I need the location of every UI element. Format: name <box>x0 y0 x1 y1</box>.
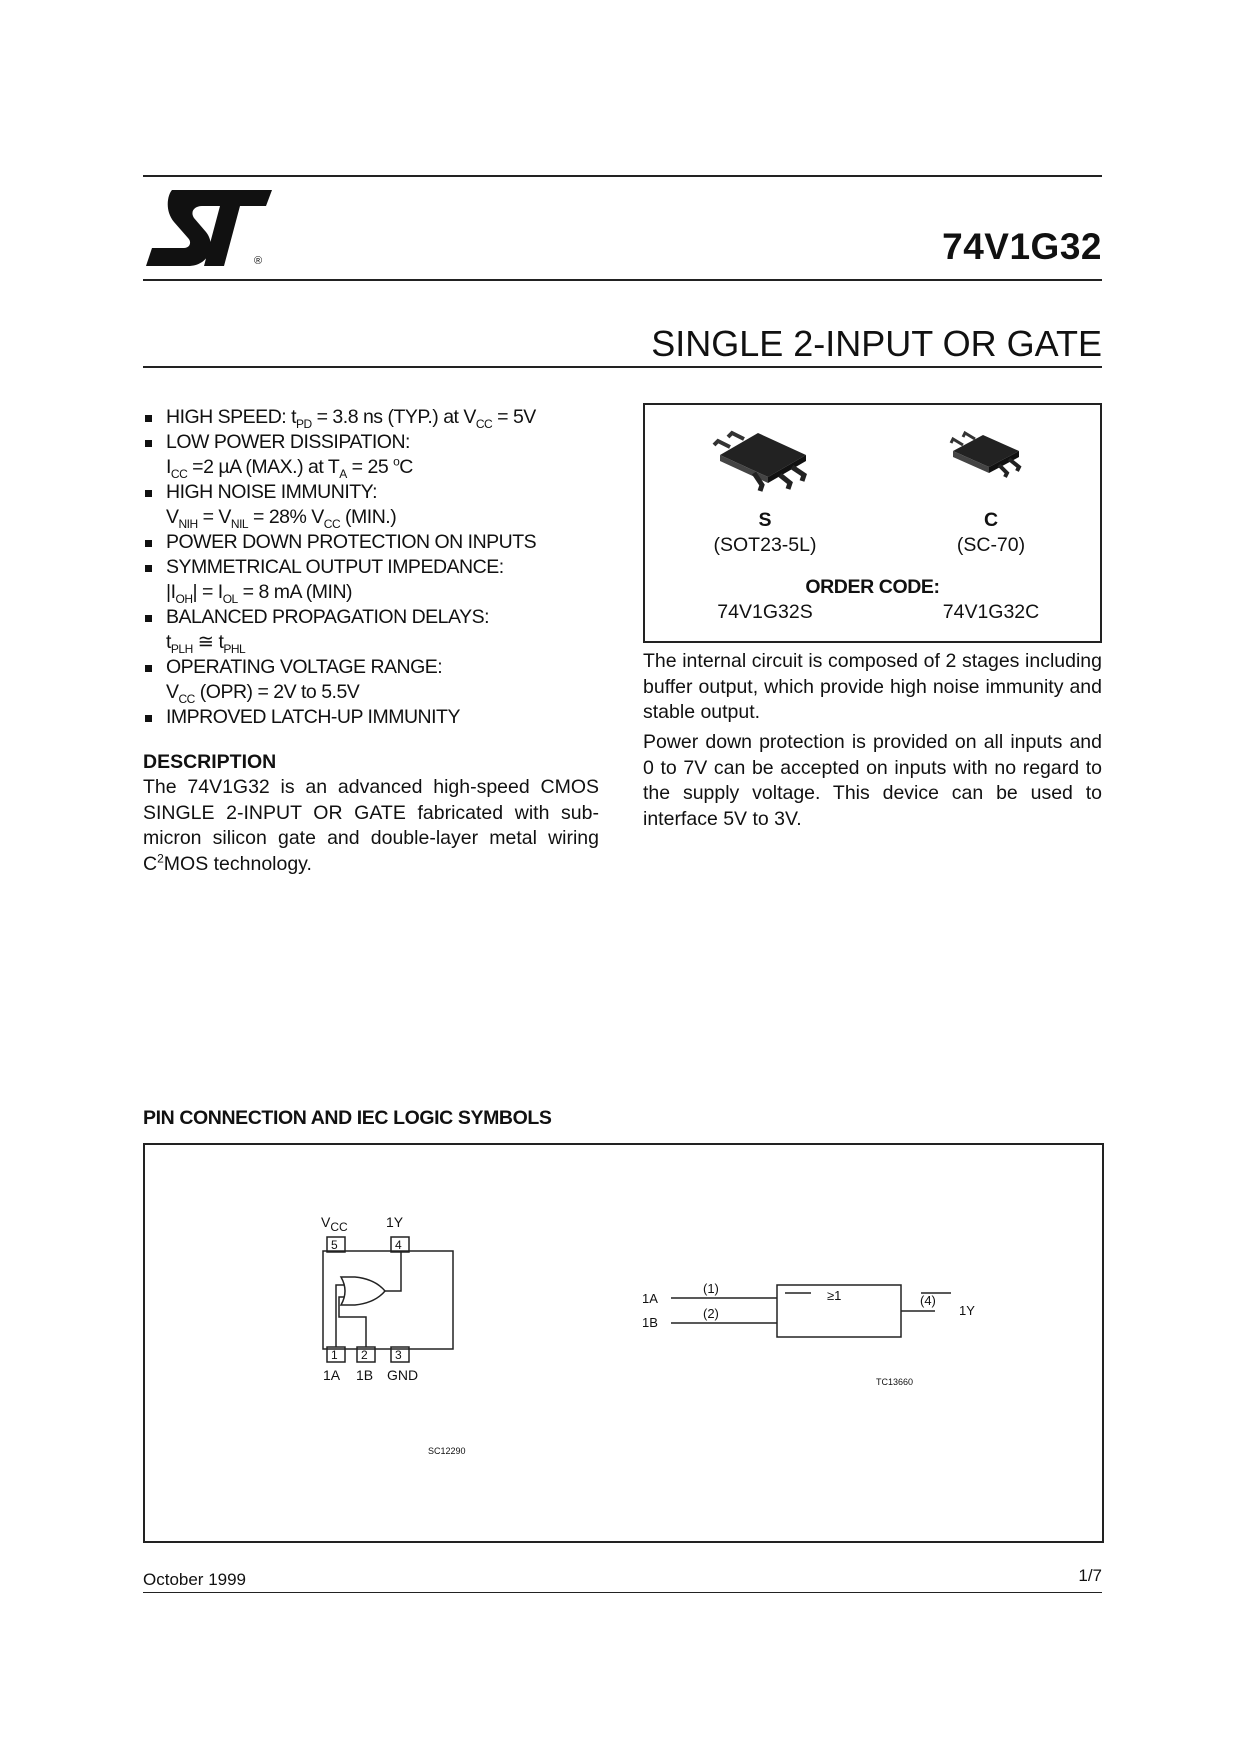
pin-diagram-box <box>143 1143 1104 1543</box>
bullet-icon <box>145 540 152 547</box>
vcc-label: $V_{CC}$ <box>321 1214 348 1234</box>
pin-5: 5 <box>331 1238 338 1252</box>
sc70-package-image <box>945 425 1035 485</box>
pin-gnd-label: GND <box>387 1367 419 1383</box>
bullet-icon <box>145 565 152 572</box>
pin-1: 1 <box>331 1348 338 1362</box>
iec-pin-1: (1) <box>703 1281 719 1296</box>
feature-item: HIGH NOISE IMMUNITY: $V_{NIH} = V_{NIL} = 28\%$ $V_{CC}$ (MIN.) <box>143 480 603 530</box>
package-s-name: (SOT23-5L) <box>713 534 817 556</box>
iec-input-1a: 1A <box>642 1291 658 1306</box>
output-1y-label: 1Y <box>386 1214 404 1230</box>
left-reference-code: SC12290 <box>428 1446 466 1456</box>
header-rule <box>143 279 1102 281</box>
pin-connection-diagram <box>145 1145 1102 1541</box>
feature-item: SYMMETRICAL OUTPUT IMPEDANCE: $|I_{OH}| = I_{OL} = 8$ mA (MIN) <box>143 555 603 605</box>
bullet-icon <box>145 615 152 622</box>
pin-section-heading: PIN CONNECTION AND IEC LOGIC SYMBOLS <box>143 1107 552 1129</box>
feature-item: OPERATING VOLTAGE RANGE: $V_{CC}$ (OPR) = 2V to 5.5V <box>143 655 603 705</box>
feature-item: LOW POWER DISSIPATION: $I_{CC} =2$ µA (MAX.) at $T_A = 25$ $^o$C <box>143 430 603 480</box>
order-code-c: 74V1G32C <box>942 601 1040 623</box>
order-code-s: 74V1G32S <box>717 601 813 623</box>
iec-pin-2: (2) <box>703 1306 719 1321</box>
title-rule <box>143 366 1102 368</box>
iec-or-symbol: ≥1 <box>827 1288 842 1303</box>
pin-2: 2 <box>361 1348 368 1362</box>
package-s-letter: S <box>758 509 772 531</box>
pin-1a-label: 1A <box>323 1367 341 1383</box>
page-number: 1/7 <box>1078 1566 1102 1585</box>
package-c-letter: C <box>983 509 999 531</box>
iec-pin-4: (4) <box>920 1293 936 1308</box>
footer-date: October 1999 <box>143 1570 247 1589</box>
feature-item: BALANCED PROPAGATION DELAYS: $t_{PLH}$ ≅ $t_{PHL}$ <box>143 605 603 655</box>
footer-rule <box>143 1592 1102 1593</box>
pin-3: 3 <box>395 1348 402 1362</box>
iec-output-1y: 1Y <box>959 1303 975 1318</box>
feature-item: POWER DOWN PROTECTION ON INPUTS <box>143 530 603 555</box>
bullet-icon <box>145 665 152 672</box>
bullet-icon <box>145 440 152 447</box>
top-rule <box>143 175 1102 177</box>
package-c-name: (SC-70) <box>956 534 1026 556</box>
feature-item: IMPROVED LATCH-UP IMMUNITY <box>143 705 603 730</box>
description-text: The 74V1G32 is an advanced high-speed CMOS SINGLE 2-INPUT OR GATE fabricated with sub-micron silicon gate and double-layer metal wiring $C^2MOS$ technology. <box>143 776 599 875</box>
bullet-icon <box>145 715 152 722</box>
iec-input-1b: 1B <box>642 1315 658 1330</box>
description-heading: DESCRIPTION <box>143 751 277 773</box>
bullet-icon <box>145 490 152 497</box>
pin-1b-label: 1B <box>356 1367 374 1383</box>
power-down-paragraph: Power down protection is provided on all inputs and 0 to 7V can be accepted on inputs with no regard to the supply voltage. This device can be used to interface 5V to 3V. <box>643 731 1102 830</box>
order-code-label: ORDER CODE: <box>805 576 940 598</box>
bullet-icon <box>145 415 152 422</box>
sot23-package-image <box>710 425 820 497</box>
registered-mark: ® <box>254 255 263 267</box>
part-number: 74V1G32 <box>942 226 1102 267</box>
package-box <box>643 403 1102 643</box>
pin-4: 4 <box>395 1238 402 1252</box>
right-reference-code: TC13660 <box>876 1377 914 1387</box>
feature-item: HIGH SPEED: $t_{PD} = 3.8$ ns (TYP.) at $V_{CC} = 5V$ <box>143 405 603 430</box>
feature-list <box>143 405 603 730</box>
internal-circuit-paragraph: The internal circuit is composed of 2 stages including buffer output, which provide high noise immunity and stable output. <box>643 650 1102 723</box>
document-title: SINGLE 2-INPUT OR GATE <box>651 323 1102 364</box>
